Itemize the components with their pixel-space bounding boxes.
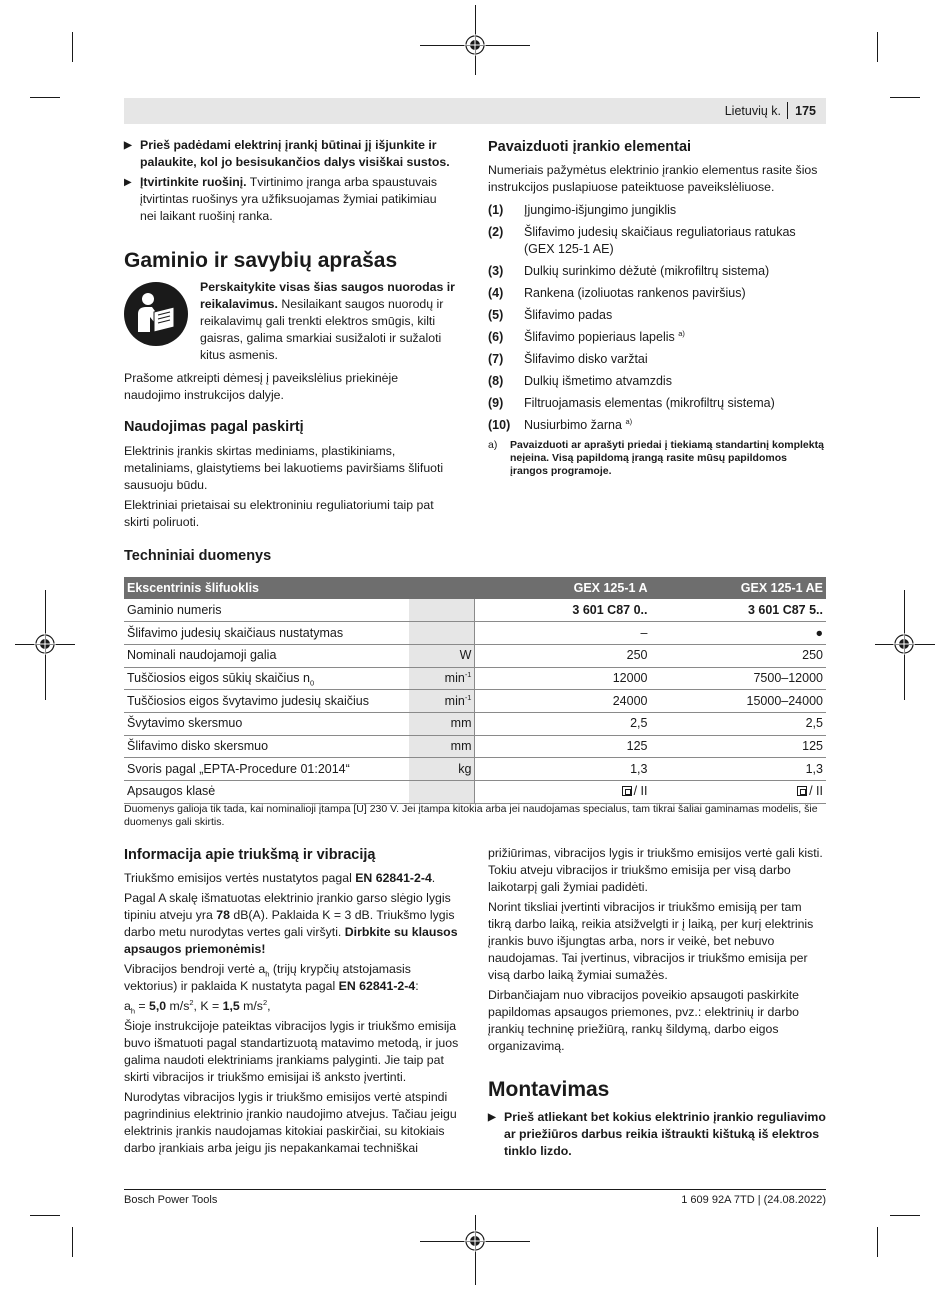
table-cell-value: 2,5 bbox=[650, 712, 826, 735]
table-cell-label: Apsaugos klasė bbox=[124, 781, 409, 804]
item-label: Įjungimo-išjungimo jungiklis bbox=[524, 203, 677, 217]
item-number: (10) bbox=[488, 418, 511, 432]
table-cell-value: 1,3 bbox=[650, 758, 826, 781]
item-number: (3) bbox=[488, 264, 504, 278]
list-item bbox=[488, 417, 826, 434]
footnote-text: Pavaizduoti ar aprašyti priedai į tiekiamą standartinį komplektą neįeina. Visą papildomą įrangą rasite mūsų papildomos įrangos programoje. bbox=[510, 439, 824, 477]
table-cell-value: 7500–12000 bbox=[650, 667, 826, 690]
item-footnote-ref: a) bbox=[678, 328, 685, 338]
footer-brand: Bosch Power Tools bbox=[124, 1194, 218, 1206]
registration-mark-icon bbox=[34, 633, 56, 655]
intended-use-text: Elektriniai prietaisai su elektroniniu reguliatoriumi taip pat skirti poliruoti. bbox=[124, 498, 434, 529]
list-item bbox=[488, 263, 826, 280]
table-header-cell bbox=[409, 577, 475, 599]
item-number: (4) bbox=[488, 286, 504, 300]
vibration-values: $a_h = 5,0$ $m/s^2$, K = 1,5 $m/s^2$, bbox=[124, 997, 271, 1016]
registration-mark-icon bbox=[464, 1230, 486, 1252]
tech-footnote: Duomenys galioja tik tada, kai nominalioji įtampa [U] 230 V. Jei įtampa kitokia arba jei naudojamas specialus, tam tikrai šaliai gaminamas modelis, šie duomenys gali skirtis. bbox=[124, 803, 818, 828]
item-number: (5) bbox=[488, 308, 504, 322]
figures-note-text: Prašome atkreipti dėmesį į paveikslėlius priekinėje naudojimo instrukcijos dalyje. bbox=[124, 371, 399, 402]
crop-mark bbox=[72, 32, 73, 62]
table-cell-value: 3 601 C87 5.. bbox=[650, 599, 826, 622]
table-cell-unit: kg bbox=[409, 758, 475, 781]
crop-mark bbox=[877, 1227, 878, 1257]
footer-doc-id: 1 609 92A 7TD | (24.08.2022) bbox=[681, 1194, 826, 1206]
page-header bbox=[124, 98, 826, 124]
table-cell-unit bbox=[409, 781, 475, 804]
components-intro: Numeriais pažymėtus elektrinio įrankio elementus rasite šios instrukcijos puslapiuose pateiktuose paveikslėliuose. bbox=[488, 163, 818, 194]
section-title-assembly: Montavimas bbox=[488, 1078, 610, 1101]
assembly-bullet bbox=[488, 1109, 826, 1160]
table-cell-value: 125 bbox=[475, 735, 651, 758]
noise-text: Norint tiksliai įvertinti vibracijos ir triukšmo emisiją per tam tikrą darbo laiką, reikia atsižvelgti ir į laiką, per kurį elektrinis įrankis buvo išjungtas arba, nors ir veikė, bet nebuvo naudojamas. Tai įvertinus, vibracijos ir triukšmo emisija per visą darbo laiką žymiai sumažės. bbox=[488, 900, 814, 982]
section-title-description: Gaminio ir savybių aprašas bbox=[124, 249, 398, 272]
table-cell-value: 1,3 bbox=[475, 758, 651, 781]
item-label: Dulkių surinkimo dėžutė (mikrofiltrų sistema) bbox=[524, 264, 770, 278]
table-cell-value: 15000–24000 bbox=[650, 690, 826, 713]
table-row bbox=[124, 735, 826, 758]
table-cell-value: 125 bbox=[650, 735, 826, 758]
table-cell-value: 250 bbox=[650, 644, 826, 667]
item-label: Dulkių išmetimo atvamzdis bbox=[524, 374, 672, 388]
components-footnote bbox=[488, 439, 826, 478]
bullet-triangle-icon: ▶ bbox=[488, 1112, 496, 1123]
crop-mark bbox=[890, 1215, 920, 1216]
table-cell-unit: mm bbox=[409, 735, 475, 758]
table-header-row bbox=[124, 577, 826, 599]
table-header-cell: GEX 125-1 A bbox=[475, 577, 651, 599]
intended-use-section bbox=[124, 417, 456, 534]
section-title-intended-use: Naudojimas pagal paskirtį bbox=[124, 419, 304, 435]
table-cell-unit: mm bbox=[409, 712, 475, 735]
item-label: Šlifavimo disko varžtai bbox=[524, 352, 648, 366]
table-cell-unit: $\min^{-1}$ bbox=[409, 667, 475, 690]
list-item bbox=[488, 285, 826, 302]
noise-text: prižiūrimas, vibracijos lygis ir triukšmo emisijos vertė gali kisti. Tokiu atveju vibracijos ir triukšmo emisija per visą darbo laikotarpį gali žymiai padidėti. bbox=[488, 846, 823, 894]
registration-mark-icon bbox=[464, 34, 486, 56]
noise-text: Dirbančiajam nuo vibracijos poveikio apsaugoti paskirkite papildomas apsaugos priemones, pvz.: elektrinių ir darbo įrankių techninę priežiūrą, rankų šildymą, darbo eigos organizavimą. bbox=[488, 988, 800, 1053]
left-column-top bbox=[124, 137, 456, 228]
list-item bbox=[488, 351, 826, 368]
footnote-mark: a) bbox=[488, 439, 498, 451]
warning-text: Nesilaikant saugos nuorodų ir reikalavimų gali trenkti elektros smūgis, kilti gaisras, galima smarkiai susižaloti ir sužaloti kitus asmenis. bbox=[200, 297, 444, 362]
table-cell-label: Tuščiosios eigos švytavimo judesių skaičius bbox=[124, 690, 409, 713]
table-cell-unit bbox=[409, 622, 475, 645]
table-cell-value: / II bbox=[650, 781, 826, 804]
crop-mark bbox=[890, 97, 920, 98]
item-label: Filtruojamasis elementas (mikrofiltrų sistema) bbox=[524, 396, 775, 410]
section-title-components: Pavaizduoti įrankio elementai bbox=[488, 139, 692, 155]
crop-mark bbox=[72, 1227, 73, 1257]
table-header-cell: Ekscentrinis šlifuoklis bbox=[124, 577, 409, 599]
table-cell-label: Šlifavimo judesių skaičiaus nustatymas bbox=[124, 622, 409, 645]
table-row bbox=[124, 712, 826, 735]
noise-text: Šioje instrukcijoje pateiktas vibracijos lygis ir triukšmo emisija buvo išmatuoti pagal standartizuotą matavimo metodą, ir juos galima naudoti elektriniams įrankiams palyginti. Jie taip pat skirti vibracijos ir triukšmo emisijai iš anksto įvertinti. bbox=[124, 1019, 459, 1084]
noise-text: Nurodytas vibracijos lygis ir triukšmo emisijos vertė atspindi pagrindinius elektrinio įrankio naudojimo atvejus. Tačiau jeigu elektrinis įrankis naudojamas kitokiai paskirčiai, su kitokiais darbo įrankiais arba jeigu jis nepakankamai techniškai bbox=[124, 1090, 457, 1155]
noise-section bbox=[124, 845, 462, 1160]
crop-mark bbox=[30, 97, 60, 98]
read-manual-icon bbox=[124, 282, 188, 346]
item-label: Rankena (izoliuotas rankenos paviršius) bbox=[524, 286, 746, 300]
item-number: (8) bbox=[488, 374, 504, 388]
components-list bbox=[488, 202, 826, 434]
protection-class-icon bbox=[622, 786, 632, 796]
noise-section-continued bbox=[488, 845, 826, 1058]
table-cell-value: – bbox=[475, 622, 651, 645]
item-label: Šlifavimo judesių skaičiaus reguliatoriaus ratukas (GEX 125-1 AE) bbox=[524, 225, 796, 256]
list-item bbox=[488, 373, 826, 390]
table-cell-value: 250 bbox=[475, 644, 651, 667]
table-cell-value: ● bbox=[650, 622, 826, 645]
table-cell-unit: W bbox=[409, 644, 475, 667]
table-cell-unit: $\min^{-1}$ bbox=[409, 690, 475, 713]
safety-bullet bbox=[124, 174, 456, 225]
item-number: (9) bbox=[488, 396, 504, 410]
bullet-triangle-icon: ▶ bbox=[124, 140, 132, 151]
figures-note bbox=[124, 370, 456, 407]
list-item bbox=[488, 329, 826, 346]
protection-class-icon bbox=[797, 786, 807, 796]
table-cell-label: Nominali naudojamoji galia bbox=[124, 644, 409, 667]
table-row bbox=[124, 644, 826, 667]
table-cell-label: Šlifavimo disko skersmuo bbox=[124, 735, 409, 758]
item-number: (1) bbox=[488, 203, 504, 217]
table-cell-label: Gaminio numeris bbox=[124, 599, 409, 622]
table-cell-label: Tuščiosios eigos sūkių skaičius $n_0$ bbox=[124, 667, 409, 690]
list-item bbox=[488, 307, 826, 324]
table-row bbox=[124, 758, 826, 781]
vibration-text: Vibracijos bendroji vertė $a_h$ (trijų krypčių atstojamasis vektorius) ir paklaida K nustatyta pagal EN 62841-2-4: bbox=[124, 962, 419, 993]
bullet-text: Prieš atliekant bet kokius elektrinio įrankio reguliavimo ar priežiūros darbus reikia ištraukti kištuką iš elektros tinklo lizdo. bbox=[504, 1110, 826, 1158]
bullet-text: Prieš padėdami elektrinį įrankį būtinai jį išjunkite ir palaukite, kol jo besisukančios dalys visiškai sustos. bbox=[140, 138, 450, 169]
bullet-bold-text: Įtvirtinkite ruošinį. bbox=[140, 175, 247, 189]
header-language: Lietuvių k. bbox=[724, 104, 781, 118]
table-cell-value: 2,5 bbox=[475, 712, 651, 735]
list-item bbox=[488, 395, 826, 412]
table-row bbox=[124, 667, 826, 690]
table-cell-label: Švytavimo skersmuo bbox=[124, 712, 409, 735]
list-item bbox=[488, 224, 826, 258]
page-number: 175 bbox=[795, 104, 816, 118]
item-number: (7) bbox=[488, 352, 504, 366]
item-label: Šlifavimo padas bbox=[524, 308, 613, 322]
section-title-tech: Techniniai duomenys bbox=[124, 548, 272, 564]
section-title-noise: Informacija apie triukšmą ir vibraciją bbox=[124, 847, 376, 863]
crop-mark bbox=[877, 32, 878, 62]
item-footnote-ref: a) bbox=[625, 416, 633, 426]
table-header-cell: GEX 125-1 AE bbox=[650, 577, 826, 599]
item-label: Nusiurbimo žarna bbox=[524, 418, 622, 432]
intended-use-text: Elektrinis įrankis skirtas mediniams, plastikiniams, metaliniams, glaistytiems bei lakuotiems paviršiams šlifuoti sausuoju būdu. bbox=[124, 444, 444, 492]
item-number: (6) bbox=[488, 330, 504, 344]
table-cell-label: Svoris pagal „EPTA-Procedure 01:2014“ bbox=[124, 758, 409, 781]
table-cell-value: / II bbox=[475, 781, 651, 804]
table-row bbox=[124, 622, 826, 645]
item-number: (2) bbox=[488, 225, 504, 239]
table-row bbox=[124, 781, 826, 804]
table-cell-value: 24000 bbox=[475, 690, 651, 713]
item-label: Šlifavimo popieriaus lapelis bbox=[524, 330, 675, 344]
list-item bbox=[488, 202, 826, 219]
warning-bold-text: Perskaitykite visas šias saugos nuorodas ir reikalavimus. bbox=[200, 280, 455, 311]
noise-text: Triukšmo emisijos vertės nustatytos pagal EN 62841-2-4. bbox=[124, 871, 436, 885]
safety-bullet bbox=[124, 137, 456, 171]
table-row bbox=[124, 690, 826, 713]
header-divider bbox=[787, 102, 788, 119]
footer-rule bbox=[124, 1189, 826, 1190]
table-row bbox=[124, 599, 826, 622]
bullet-triangle-icon: ▶ bbox=[124, 177, 132, 188]
table-cell-value: 3 601 C87 0.. bbox=[475, 599, 651, 622]
table-cell-unit bbox=[409, 599, 475, 622]
components-section bbox=[488, 137, 826, 478]
registration-mark-icon bbox=[893, 633, 915, 655]
crop-mark bbox=[30, 1215, 60, 1216]
bullet-text: Tvirtinimo įranga arba spaustuvais įtvirtintas ruošinys yra užfiksuojamas žymiai patikimiau nei laikant ruošinį ranka. bbox=[140, 175, 438, 223]
assembly-section bbox=[488, 1077, 826, 1163]
safety-warning bbox=[200, 279, 456, 367]
tech-data-table bbox=[124, 577, 826, 804]
table-cell-value: 12000 bbox=[475, 667, 651, 690]
noise-text: Pagal A skalę išmatuotas elektrinio įrankio garso slėgio lygis tipiniu atveju yra 78 dB(A). Paklaida K = 3 dB. Triukšmo lygis darbo metu nurodytas vertes gali viršyti. Dirbkite su klausos apsaugos priemonėmis! bbox=[124, 891, 458, 956]
